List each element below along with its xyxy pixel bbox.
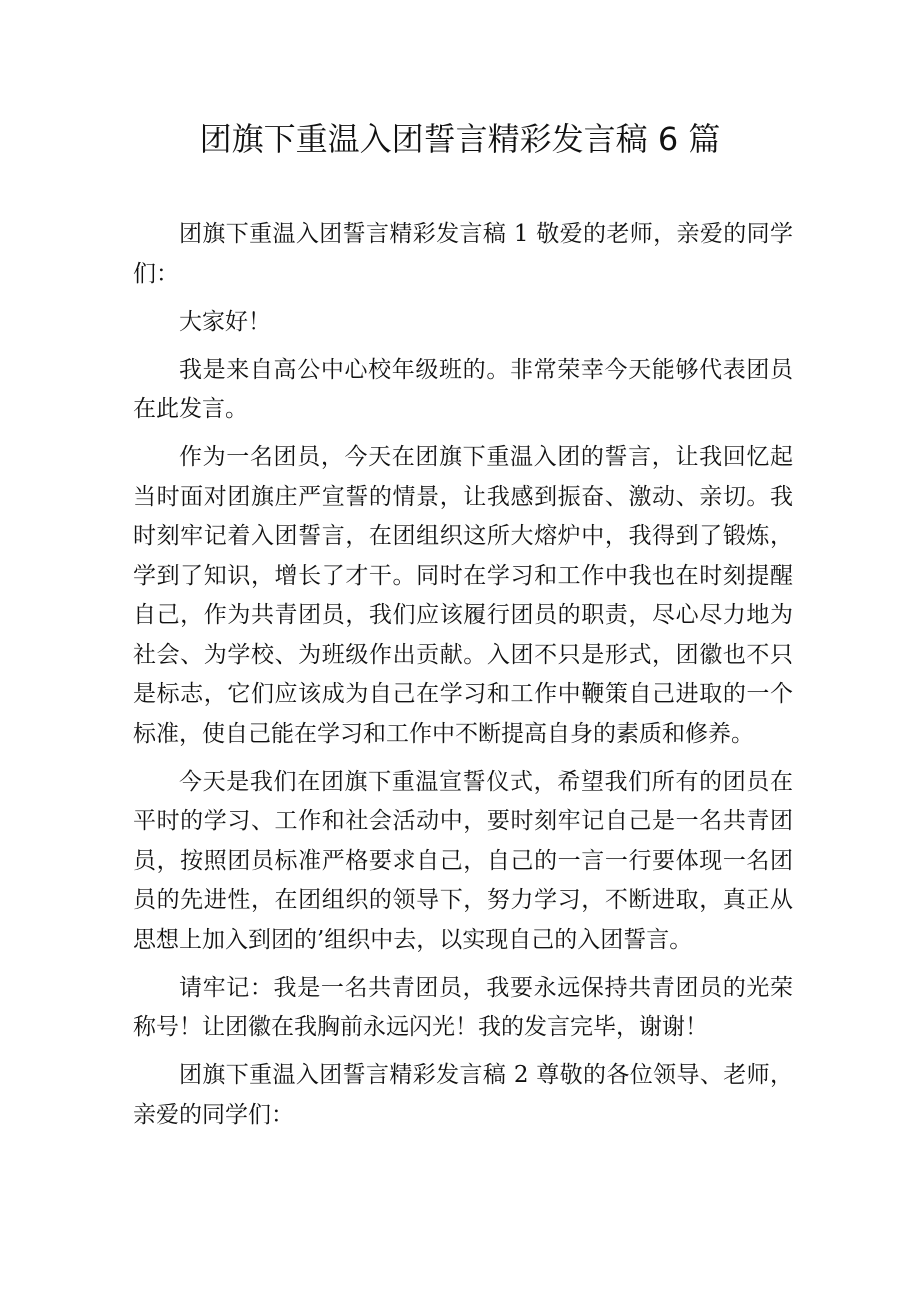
paragraph-7: 团旗下重温入团誓言精彩发言稿 2 尊敬的各位领导、老师，亲爱的同学们： bbox=[133, 1062, 793, 1128]
paragraph-5: 今天是我们在团旗下重温宣誓仪式，希望我们所有的团员在平时的学习、工作和社会活动中，要时刻牢记自己是一名共青团员，按照团员标准严格要求自己，自己的一言一行要体现一名团员的先进性，在团组织的领导下，努力学习，不断进取，真正从思想上加入到团的’组织中去，以实现自己的入团誓言。 bbox=[133, 768, 793, 953]
document-title: 团旗下重温入团誓言精彩发言稿 6 篇 bbox=[199, 120, 721, 158]
paragraph-6: 请牢记：我是一名共青团员，我要永远保持共青团员的光荣称号！让团徽在我胸前永远闪光！我的发言完毕，谢谢！ bbox=[133, 974, 793, 1040]
paragraph-4: 作为一名团员，今天在团旗下重温入团的誓言，让我回忆起当时面对团旗庄严宣誓的情景，让我感到振奋、激动、亲切。我时刻牢记着入团誓言，在团组织这所大熔炉中，我得到了锻炼，学到了知识，增长了才干。同时在学习和工作中我也在时刻提醒自己，作为共青团员，我们应该履行团员的职责，尽心尽力地为社会、为学校、为班级作出贡献。入团不只是形式，团徽也不只是标志，它们应该成为自己在学习和工作中鞭策自己进取的一个标准，使自己能在学习和工作中不断提高自身的素质和修养。 bbox=[133, 444, 793, 747]
paragraph-1: 团旗下重温入团誓言精彩发言稿 1 敬爱的老师，亲爱的同学们： bbox=[133, 221, 793, 287]
paragraph-3: 我是来自高公中心校年级班的。非常荣幸今天能够代表团员在此发言。 bbox=[133, 356, 793, 422]
document-body bbox=[133, 215, 793, 1144]
paragraph-2: 大家好！ bbox=[179, 308, 271, 335]
